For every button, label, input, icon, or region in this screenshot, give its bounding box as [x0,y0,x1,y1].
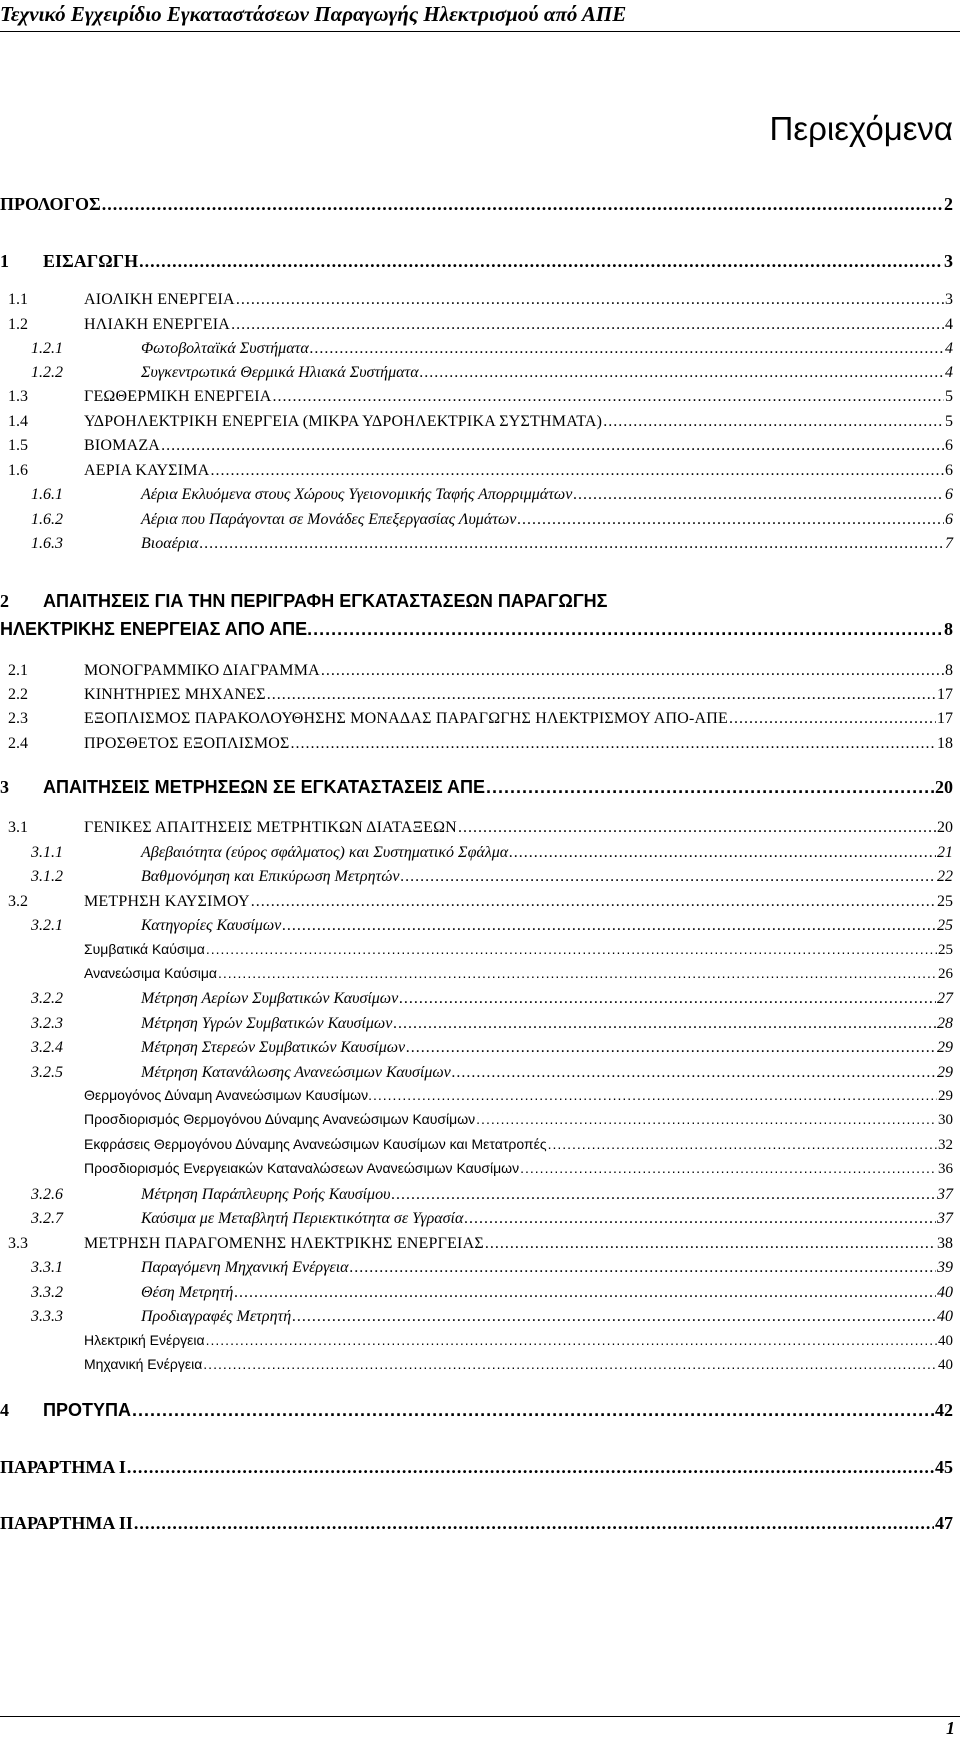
toc-entry-title: ΕΞΟΠΛΙΣΜΟΣ ΠΑΡΑΚΟΛΟΥΘΗΣΗΣ ΜΟΝΑΔΑΣ ΠΑΡΑΓΩΓΗΣ ΗΛΕΚΤΡΙΣΜΟΥ ΑΠΟ-ΑΠΕ [84,710,729,727]
toc-entry-title: Βαθμονόμηση και Επικύρωση Μετρητών [141,868,400,885]
toc-entry-title: ΕΙΣΑΓΩΓΗ [43,251,139,271]
toc-entry-number: 1.6.3 [31,535,63,552]
toc-entry-number: 3.3 [8,1235,28,1252]
toc-leader [573,484,944,505]
toc-leader [485,1233,936,1254]
toc-entry-number: 2 [0,591,9,611]
toc-entry-1-2-2[interactable] [0,362,953,383]
running-header [0,0,960,32]
toc-entry-page: 8 [945,662,953,679]
toc-leader [282,915,936,936]
toc-entry-title: Βιοαέρια [141,535,199,552]
toc-entry-title: ΗΛΙΑΚΗ ΕΝΕΡΓΕΙΑ [84,316,231,333]
toc-entry-title: ΠΡΟΣΘΕΤΟΣ ΕΞΟΠΛΙΣΜΟΣ [84,735,290,752]
toc-leader [399,988,936,1009]
toc-entry-number: 3.2.2 [31,990,63,1007]
toc-entry-number: 2.2 [8,686,28,703]
toc-entry-title: ΠΡΟΛΟΓΟΣ [0,194,101,214]
toc-entry-page: 40 [938,1333,953,1349]
toc-entry-title: Μέτρηση Υγρών Συμβατικών Καυσίμων [141,1015,393,1032]
toc-entry-title: Αβεβαιότητα (εύρος σφάλματος) και Συστηματικό Σφάλμα [141,844,509,861]
toc-entry-title: Παραγόμενη Μηχανική Ενέργεια [141,1259,349,1276]
toc-entry-3-2[interactable] [0,891,953,912]
toc-entry-number: 2.4 [8,735,28,752]
document-title: Τεχνικό Εγχειρίδιο Εγκαταστάσεων Παραγωγής Ηλεκτρισμού από ΑΠΕ [0,2,627,26]
toc-leader [203,1355,937,1374]
toc-leader [234,1282,936,1303]
toc-entry-3-1-1[interactable] [0,842,953,863]
toc-entry-number: 1.4 [8,413,28,430]
toc-entry-title: Καύσιμα με Μεταβλητή Περιεκτικότητα σε Υγρασία [141,1210,464,1227]
toc-entry-number: 1.1 [8,291,28,308]
toc-entry-page: 27 [937,990,953,1007]
toc-entry-number: 3.3.2 [31,1284,63,1301]
toc-entry-1-1[interactable] [0,289,953,310]
toc-entry-3-3[interactable] [0,1233,953,1254]
toc-entry-4[interactable] [0,1398,953,1422]
toc-entry-3-2-2[interactable] [0,988,953,1009]
toc-entry-2-line2[interactable] [0,617,953,641]
toc-entry-page: 36 [938,1161,953,1177]
toc-leader [199,533,944,554]
toc-entry-3-3-1[interactable] [0,1257,953,1278]
toc-entry-number: 3.1 [8,819,28,836]
toc-entry-2-2[interactable] [0,684,953,705]
toc-entry-3-2-1[interactable] [0,915,953,936]
toc-entry-page: 25 [937,893,953,910]
toc-entry-number: 1.5 [8,437,28,454]
toc-entry-page: 40 [937,1284,953,1301]
toc-entry-3-1-2[interactable] [0,866,953,887]
toc-entry-number: 3.2.4 [31,1039,63,1056]
toc-entry-page: 42 [935,1400,953,1420]
toc-entry-1[interactable] [0,249,953,273]
toc-entry-page: 22 [937,868,953,885]
toc-entry-1-2-1[interactable] [0,338,953,359]
toc-leader [458,817,936,838]
toc-entry-title: ΓΕΝΙΚΕΣ ΑΠΑΙΤΗΣΕΙΣ ΜΕΤΡΗΤΙΚΩΝ ΔΙΑΤΑΞΕΩΝ [84,819,457,836]
toc-entry-number: 1.2 [8,316,28,333]
toc-entry-2-4[interactable] [0,733,953,754]
toc-entry-page: 38 [937,1235,953,1252]
toc-entry-title: Προσδιορισμός Ενεργειακών Καταναλώσεων Ανανεώσιμων Καυσίμων [84,1160,520,1176]
toc-entry-title: Θερμογόνος Δύναμη Ανανεώσιμων Καυσίμων. [84,1087,372,1103]
toc-entry-title: Μέτρηση Κατανάλωσης Ανανεώσιμων Καυσίμων [141,1064,451,1081]
toc-entry-title: ΓΕΩΘΕΡΜΙΚΗ ΕΝΕΡΓΕΙΑ [84,388,272,405]
toc-entry-title: ΥΔΡΟΗΛΕΚΤΡΙΚΗ ΕΝΕΡΓΕΙΑ (ΜΙΚΡΑ ΥΔΡΟΗΛΕΚΤΡΙΚΑ ΣΥΣΤΗΜΑΤΑ) [84,413,603,430]
toc-entry-1-2[interactable] [0,314,953,335]
toc-entry-title: Ανανεώσιμα Καύσιμα [84,965,217,981]
toc-entry-title: Μέτρηση Στερεών Συμβατικών Καυσίμων [141,1039,406,1056]
toc-entry-title: Συγκεντρωτικά Θερμικά Ηλιακά Συστήματα [141,364,419,381]
toc-entry-title: ΑΠΑΙΤΗΣΕΙΣ ΜΕΤΡΗΣΕΩΝ ΣΕ ΕΓΚΑΤΑΣΤΑΣΕΙΣ ΑΠΕ [43,777,486,797]
toc-entry-page: 17 [937,686,953,703]
toc-entry-title: ΒΙΟΜΑΖΑ [84,437,161,454]
toc-entry-title: ΚΙΝΗΤΗΡΙΕΣ ΜΗΧΑΝΕΣ [84,686,266,703]
toc-entry-title-continued: ΗΛΕΚΤΡΙΚΗΣ ΕΝΕΡΓΕΙΑΣ ΑΠΟ ΑΠΕ. [0,619,313,639]
toc-entry-page: 6 [945,511,953,528]
toc-leader [206,940,937,959]
toc-entry-title: ΑΙΟΛΙΚΗ ΕΝΕΡΓΕΙΑ [84,291,235,308]
toc-entry-3-3-3[interactable] [0,1306,953,1327]
toc-entry-title: Συμβατικά Καύσιμα [84,941,205,957]
toc-entry-1-6[interactable] [0,460,953,481]
toc-leader [350,1257,936,1278]
toc-leader [251,891,936,912]
toc-entry-page: 2 [944,194,953,214]
toc-entry-page: 40 [938,1357,953,1373]
toc-leader [476,1110,937,1129]
toc-leader [161,435,944,456]
toc-entry-title: Μηχανική Ενέργεια [84,1356,203,1372]
toc-entry-number: 1.6.1 [31,486,63,503]
toc-entry-3-2-3[interactable] [0,1013,953,1034]
toc-leader [548,1135,937,1154]
toc-entry-number: 3.1.1 [31,844,63,861]
toc-entry-1-6-2[interactable] [0,509,953,530]
toc-leader [373,1086,937,1105]
toc-leader [321,660,944,681]
toc-entry-number: 2.1 [8,662,28,679]
toc-entry-number: 1.3 [8,388,28,405]
toc-entry-page: 18 [937,735,953,752]
toc-entry-3-1[interactable] [0,817,953,838]
toc-leader [139,249,943,273]
toc-entry-page: 30 [938,1112,953,1128]
toc-entry-number: 3.1.2 [31,868,63,885]
toc-entry-2-line1[interactable] [0,589,953,613]
toc-entry-1-6-3[interactable] [0,533,953,554]
toc-entry-page: 4 [945,340,953,357]
toc-leader [206,1331,937,1350]
toc-entry-title: Αέρια Εκλυόμενα στους Χώρους Υγειονομικής Ταφής Απορριμμάτων [141,486,573,503]
toc-entry-title: ΜΕΤΡΗΣΗ ΠΑΡΑΓΟΜΕΝΗΣ ΗΛΕΚΤΡΙΚΗΣ ΕΝΕΡΓΕΙΑΣ [84,1235,484,1252]
toc-entry-prologue[interactable] [0,192,953,216]
toc-subentry[interactable] [0,1355,953,1375]
toc-entry-title: Προδιαγραφές Μετρητή [141,1308,292,1325]
toc-entry-page: 6 [945,486,953,503]
toc-entry-title: ΜΟΝΟΓΡΑΜΜΙΚΟ ΔΙΑΓΡΑΜΜΑ [84,662,320,679]
toc-entry-title: Φωτοβολταϊκά Συστήματα [141,340,309,357]
toc-leader [452,1062,936,1083]
toc-entry-page: 3 [944,251,953,271]
toc-entry-3-2-5[interactable] [0,1062,953,1083]
toc-entry-number: 3.2.1 [31,917,63,934]
toc-entry-number: 1.2.2 [31,364,63,381]
toc-entry-3[interactable] [0,775,953,799]
toc-entry-3-2-7[interactable] [0,1208,953,1229]
toc-entry-page: 8 [944,619,953,639]
toc-subentry[interactable] [0,1159,953,1179]
toc-entry-page: 32 [938,1137,953,1153]
toc-leader [391,1184,936,1205]
toc-entry-page: 26 [938,966,953,982]
toc-entry-page: 20 [937,819,953,836]
toc-leader [273,386,944,407]
toc-entry-1-4[interactable] [0,411,953,432]
toc-entry-title: ΜΕΤΡΗΣΗ ΚΑΥΣΙΜΟΥ [84,893,250,910]
toc-entry-title: Μέτρηση Παράπλευρης Ροής Καυσίμου [141,1186,391,1203]
toc-entry-page: 45 [935,1457,953,1477]
toc-entry-page: 5 [945,413,953,430]
toc-entry-page: 37 [937,1210,953,1227]
toc-entry-page: 29 [938,1088,953,1104]
toc-entry-title: Μέτρηση Αερίων Συμβατικών Καυσίμων [141,990,399,1007]
toc-leader [517,509,944,530]
toc-leader [313,617,943,641]
toc-entry-title: Κατηγορίες Καυσίμων [141,917,282,934]
toc-entry-page: 3 [945,291,953,308]
toc-entry-page: 25 [937,917,953,934]
toc-entry-3-2-6[interactable] [0,1184,953,1205]
toc-entry-title: Ηλεκτρική Ενέργεια [84,1332,205,1348]
header-rule [0,31,960,32]
page-title: Περιεχόμενα [769,110,953,147]
toc-entry-3-2-4[interactable] [0,1037,953,1058]
page-number: 1 [946,1718,955,1738]
toc-entry-title: ΠΡΟΤΥΠΑ [43,1400,132,1420]
toc-leader [520,1159,937,1178]
toc-leader [509,842,936,863]
toc-leader [102,192,943,216]
toc-leader [127,1455,934,1479]
toc-entry-number: 1.6.2 [31,511,63,528]
toc-leader [464,1208,936,1229]
toc-leader [393,1013,936,1034]
toc-subentry[interactable] [0,1110,953,1130]
toc-entry-number: 2.3 [8,710,28,727]
toc-entry-title: Εκφράσεις Θερμογόνου Δύναμης Ανανεώσιμων Καυσίμων και Μετατροπές [84,1136,547,1152]
toc-leader [210,460,944,481]
toc-entry-3-3-2[interactable] [0,1282,953,1303]
toc-entry-number: 1.6 [8,462,28,479]
toc-leader [310,338,944,359]
toc-entry-number: 3.2.5 [31,1064,63,1081]
toc-entry-page: 47 [935,1513,953,1533]
toc-entry-appendix-2[interactable] [0,1511,953,1535]
toc-entry-title: ΠΑΡΑΡΤΗΜΑ ΙΙ [0,1513,133,1533]
toc-entry-number: 1 [0,251,9,271]
toc-entry-page: 17 [937,710,953,727]
toc-entry-title: Αέρια που Παράγονται σε Μονάδες Επεξεργασίας Λυμάτων [141,511,517,528]
toc-entry-1-5[interactable] [0,435,953,456]
toc-entry-page: 37 [937,1186,953,1203]
toc-leader [486,775,934,799]
toc-entry-page: 40 [937,1308,953,1325]
toc-entry-number: 4 [0,1400,9,1420]
toc-leader [236,289,944,310]
toc-leader [406,1037,936,1058]
toc-leader [420,362,944,383]
toc-entry-number: 3.2.7 [31,1210,63,1227]
toc-entry-page: 29 [937,1039,953,1056]
toc-entry-2-3[interactable] [0,708,953,729]
toc-entry-number: 3 [0,777,9,797]
toc-entry-page: 20 [935,777,953,797]
toc-entry-page: 5 [945,388,953,405]
toc-entry-1-6-1[interactable] [0,484,953,505]
toc-subentry[interactable] [0,1331,953,1351]
toc-subentry[interactable] [0,964,953,984]
toc-subentry[interactable] [0,1135,953,1155]
toc-entry-title: ΠΑΡΑΡΤΗΜΑ Ι [0,1457,126,1477]
toc-leader [401,866,936,887]
toc-entry-page: 39 [937,1259,953,1276]
toc-entry-number: 3.2 [8,893,28,910]
toc-entry-page: 21 [937,844,953,861]
toc-subentry[interactable] [0,1086,953,1106]
toc-entry-appendix-1[interactable] [0,1455,953,1479]
toc-entry-number: 3.3.3 [31,1308,63,1325]
toc-entry-number: 1.2.1 [31,340,63,357]
toc-entry-title: ΑΕΡΙΑ ΚΑΥΣΙΜΑ [84,462,210,479]
toc-entry-page: 6 [945,462,953,479]
toc-entry-2-1[interactable] [0,660,953,681]
toc-leader [291,733,936,754]
toc-leader [231,314,944,335]
toc-entry-title: ΑΠΑΙΤΗΣΕΙΣ ΓΙΑ ΤΗΝ ΠΕΡΙΓΡΑΦΗ ΕΓΚΑΤΑΣΤΑΣΕΩΝ ΠΑΡΑΓΩΓΗΣ [43,591,608,611]
toc-subentry[interactable] [0,940,953,960]
toc-leader [134,1511,934,1535]
toc-entry-page: 6 [945,437,953,454]
toc-leader [603,411,944,432]
toc-entry-page: 29 [937,1064,953,1081]
toc-entry-title: Θέση Μετρητή [141,1284,234,1301]
toc-leader [729,708,936,729]
toc-leader [132,1398,934,1422]
toc-entry-page: 7 [945,535,953,552]
toc-entry-number: 3.2.6 [31,1186,63,1203]
toc-entry-1-3[interactable] [0,386,953,407]
toc-entry-number: 3.2.3 [31,1015,63,1032]
toc-leader [218,964,937,983]
toc-entry-page: 25 [938,942,953,958]
toc-entry-page: 4 [945,316,953,333]
toc-entry-page: 28 [937,1015,953,1032]
toc-entry-number: 3.3.1 [31,1259,63,1276]
toc-leader [267,684,936,705]
toc-entry-page: 4 [945,364,953,381]
toc-leader [292,1306,936,1327]
toc-entry-title: Προσδιορισμός Θερμογόνου Δύναμης Ανανεώσιμων Καυσίμων [84,1111,476,1127]
